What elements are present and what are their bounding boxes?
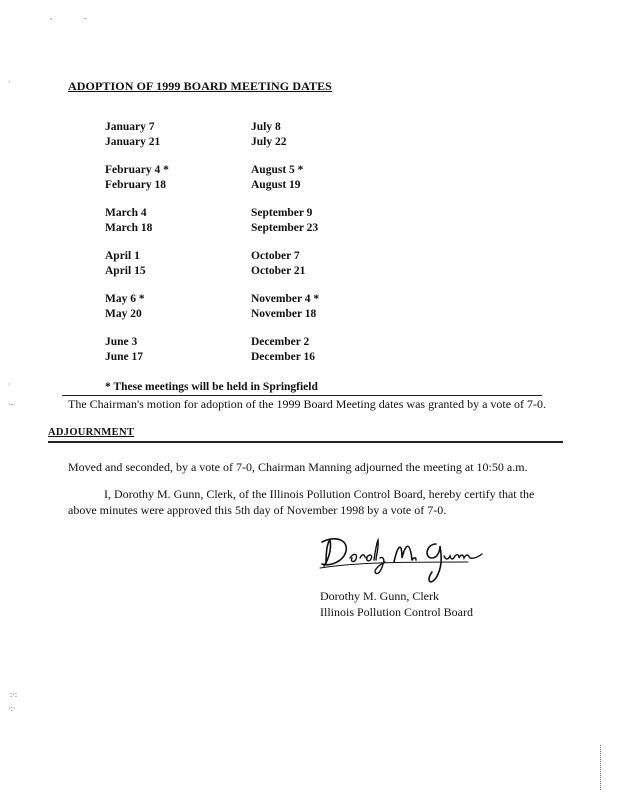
date-pair <box>105 163 245 206</box>
date-pair <box>251 120 411 163</box>
dates-column-right <box>251 120 411 378</box>
meeting-date: August 19 <box>251 178 301 191</box>
scan-edge-mark <box>600 745 603 790</box>
date-pair <box>105 206 245 249</box>
meeting-date: December 16 <box>251 350 315 363</box>
date-pair <box>105 292 245 335</box>
scan-speck: , <box>50 12 52 21</box>
date-pair <box>251 335 411 378</box>
date-pair <box>251 206 411 249</box>
meeting-date: March 4 <box>105 207 147 219</box>
date-pair <box>105 335 245 378</box>
signer-name: Dorothy M. Gunn, Clerk <box>320 589 439 603</box>
section-title: ADOPTION OF 1999 BOARD MEETING DATES <box>68 79 332 93</box>
meeting-date: October 7 <box>251 250 300 262</box>
motion-text: The Chairman's motion for adoption of the 1999 Board Meeting dates was granted by a vote of 7-0. <box>68 397 547 411</box>
adjournment-text: Moved and seconded, by a vote of 7-0, Chairman Manning adjourned the meeting at 10:50 a.m. <box>68 460 528 474</box>
date-pair <box>105 249 245 292</box>
signer-organization: Illinois Pollution Control Board <box>320 605 474 619</box>
signature-block <box>320 588 473 620</box>
meeting-date: January 21 <box>105 135 161 148</box>
divider <box>48 441 563 443</box>
meeting-date: April 1 <box>105 250 140 262</box>
meeting-date: January 7 <box>105 121 155 133</box>
scan-speck: · <box>8 78 11 87</box>
date-pair <box>251 292 411 335</box>
adjournment-title: ADJOURNMENT <box>48 427 135 438</box>
meeting-date: July 8 <box>251 121 281 133</box>
meeting-date: May 6 * <box>105 293 145 305</box>
meeting-date: March 18 <box>105 221 153 234</box>
footnote: * These meetings will be held in Springfield <box>105 381 318 393</box>
date-pair <box>251 249 411 292</box>
scan-speck: ·:· <box>8 704 16 713</box>
meeting-date: May 20 <box>105 307 142 320</box>
meeting-date: April 15 <box>105 264 146 277</box>
divider <box>62 395 542 396</box>
dates-column-left <box>105 120 245 378</box>
meeting-date: November 4 * <box>251 293 320 305</box>
scan-speck: ·- <box>8 400 14 409</box>
meeting-date: August 5 * <box>251 164 304 176</box>
meeting-date: September 23 <box>251 221 319 234</box>
handwritten-signature <box>318 528 488 590</box>
meeting-date: October 21 <box>251 264 306 277</box>
meeting-date: November 18 <box>251 307 317 320</box>
meeting-date: September 9 <box>251 207 313 219</box>
meeting-date: February 18 <box>105 178 167 191</box>
meeting-date: December 2 <box>251 336 310 348</box>
meeting-date: February 4 * <box>105 164 169 176</box>
meeting-date: June 17 <box>105 350 144 363</box>
certification-paragraph: I, Dorothy M. Gunn, Clerk, of the Illinois Pollution Control Board, hereby certify that the above minutes were approved this 5th day of November 1998 by a vote of 7-0. <box>68 487 535 517</box>
meeting-date: July 22 <box>251 135 287 148</box>
scan-speck: :·: <box>10 690 18 699</box>
date-pair <box>251 163 411 206</box>
date-pair <box>105 120 245 163</box>
scan-speck: · <box>8 380 11 389</box>
scan-speck: - <box>84 14 87 23</box>
meeting-date: June 3 <box>105 336 138 348</box>
